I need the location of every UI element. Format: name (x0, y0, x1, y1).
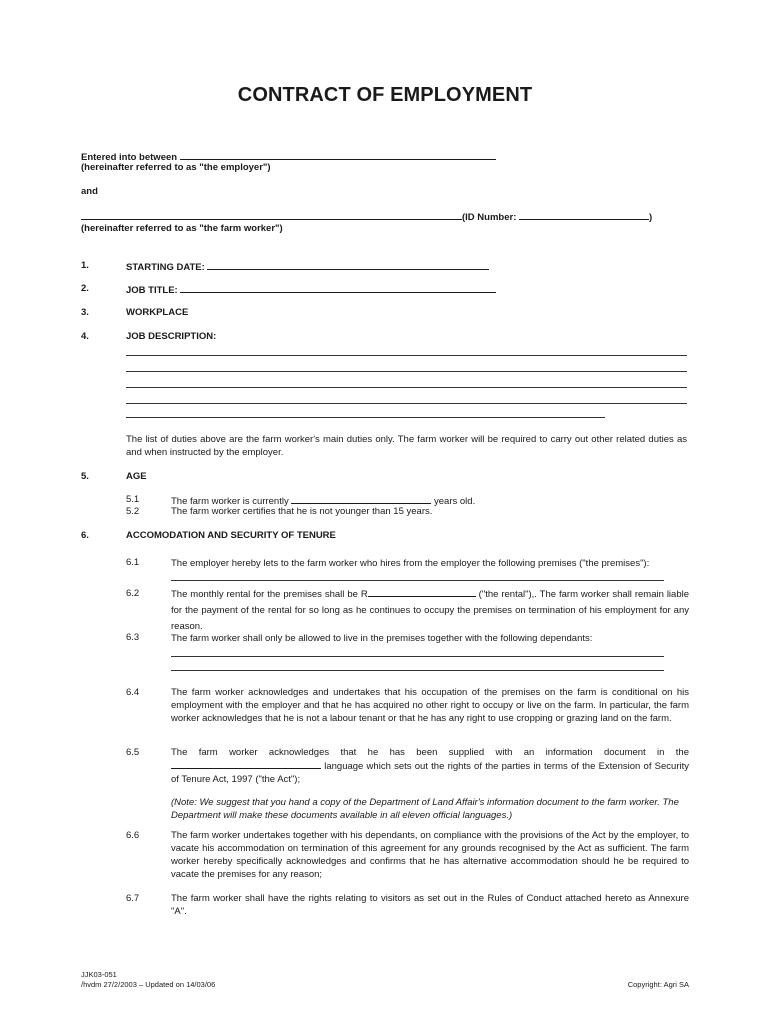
item-6-2-text (171, 587, 689, 635)
section-6-number: 6. (81, 530, 89, 541)
section-5-number: 5. (81, 471, 89, 482)
section-4-number: 4. (81, 331, 89, 342)
worker-id-line (81, 210, 652, 223)
footer-copyright: Copyright: Agri SA (627, 980, 689, 989)
item-6-4-number: 6.4 (126, 687, 140, 698)
item-6-5-number: 6.5 (126, 747, 140, 758)
item-5-2-number: 5.2 (126, 506, 140, 517)
footer-ref-code: JJK03-051 (81, 970, 117, 979)
language-field[interactable] (171, 759, 321, 769)
job-description-note: The list of duties above are the farm worker's main duties only. The farm worker will be required to carry out other related duties as and when instructed by the employer. (126, 434, 687, 458)
age-label: The farm worker is currently (171, 496, 289, 507)
item-5-1-number: 5.1 (126, 494, 140, 505)
section-1-line (126, 260, 489, 273)
job-description-line-5[interactable] (126, 417, 605, 418)
item-6-5-text (171, 746, 689, 786)
item-6-7-number: 6.7 (126, 893, 140, 904)
section-2-line (126, 283, 496, 296)
item-6-3-number: 6.3 (126, 632, 140, 643)
info-document-text: The farm worker acknowledges that he has been supplied with an information document in the (171, 747, 689, 758)
section-3-number: 3. (81, 307, 89, 318)
id-number-field[interactable] (519, 210, 649, 220)
section-1-number: 1. (81, 260, 89, 271)
job-description-line-4[interactable] (126, 403, 687, 404)
section-5-label: AGE (126, 471, 147, 482)
and-label: and (81, 186, 98, 197)
age-field[interactable] (291, 494, 431, 504)
section-2-number: 2. (81, 283, 89, 294)
footer-update-note: /hvdm 27/2/2003 – Updated on 14/03/06 (81, 980, 216, 989)
footer-reference (81, 970, 215, 990)
job-description-line-1[interactable] (126, 355, 687, 356)
farm-worker-name-field[interactable] (81, 210, 462, 220)
dependants-line-2[interactable] (171, 670, 664, 671)
premises-field[interactable] (171, 580, 664, 581)
job-title-field[interactable] (180, 283, 496, 293)
job-description-line-3[interactable] (126, 387, 687, 388)
id-number-close: ) (649, 212, 653, 223)
rental-rest: ("the rental"),. The farm worker shall remain liable for the payment of the rental for so long as he continues to occupy the premises on termination of his employment for any reason. (171, 589, 690, 632)
department-note: (Note: We suggest that you hand a copy of the Department of Land Affair's information document to the farm worker. The Department will make these documents available in all eleven official languages.) (171, 797, 679, 821)
info-document-rest: language which sets out the rights of the parties in terms of the Extension of Security of Tenure Act, 1997 ("the Act"); (171, 761, 689, 785)
job-description-line-2[interactable] (126, 371, 687, 372)
employer-name-field[interactable] (180, 150, 496, 160)
item-6-6-text: The farm worker undertakes together with his dependants, on compliance with the provisions of the Act by the employer, to vacate his accommodation on termination of this agreement for any grounds recognised by the Act as sufficient. The farm worker hereby specifically acknowledges and confirms that he has alternative accommodation should he be required to vacate the premises for any reason; (171, 830, 689, 880)
section-2-label: JOB TITLE: (126, 285, 178, 296)
item-6-1-text: The employer hereby lets to the farm worker who hires from the employer the following premises ("the premises"): (171, 558, 650, 569)
age-suffix: years old. (434, 496, 476, 507)
item-6-1-number: 6.1 (126, 557, 140, 568)
document-title: CONTRACT OF EMPLOYMENT (237, 84, 533, 106)
employer-ref: (hereinafter referred to as "the employer") (81, 162, 271, 173)
id-number-label: (ID Number: (462, 212, 517, 223)
item-6-4-text: The farm worker acknowledges and undertakes that his occupation of the premises on the farm is conditional on his employment with the employer and that he has acquired no other right to occupy or live on the farm. In particular, the farm worker acknowledges that he is not a labour tenant or that he has any right to use cropping or grazing land on the farm. (171, 687, 689, 724)
section-3-label: WORKPLACE (126, 307, 189, 318)
item-6-2-number: 6.2 (126, 588, 140, 599)
rental-label: The monthly rental for the premises shall be R (171, 589, 368, 600)
dependants-line-1[interactable] (171, 656, 664, 657)
item-5-2-text: The farm worker certifies that he is not younger than 15 years. (171, 506, 433, 517)
worker-ref: (hereinafter referred to as "the farm worker") (81, 223, 283, 234)
rental-amount-field[interactable] (368, 587, 476, 597)
section-1-label: STARTING DATE: (126, 262, 205, 273)
section-6-label: ACCOMODATION AND SECURITY OF TENURE (126, 530, 336, 541)
starting-date-field[interactable] (207, 260, 489, 270)
entered-into-label: Entered into between (81, 152, 178, 163)
item-6-7-text: The farm worker shall have the rights relating to visitors as set out in the Rules of Conduct attached hereto as Annexure "A". (171, 893, 689, 917)
section-4-label: JOB DESCRIPTION: (126, 331, 217, 342)
item-6-6-number: 6.6 (126, 830, 140, 841)
item-6-3-text: The farm worker shall only be allowed to live in the premises together with the following dependants: (171, 633, 593, 644)
